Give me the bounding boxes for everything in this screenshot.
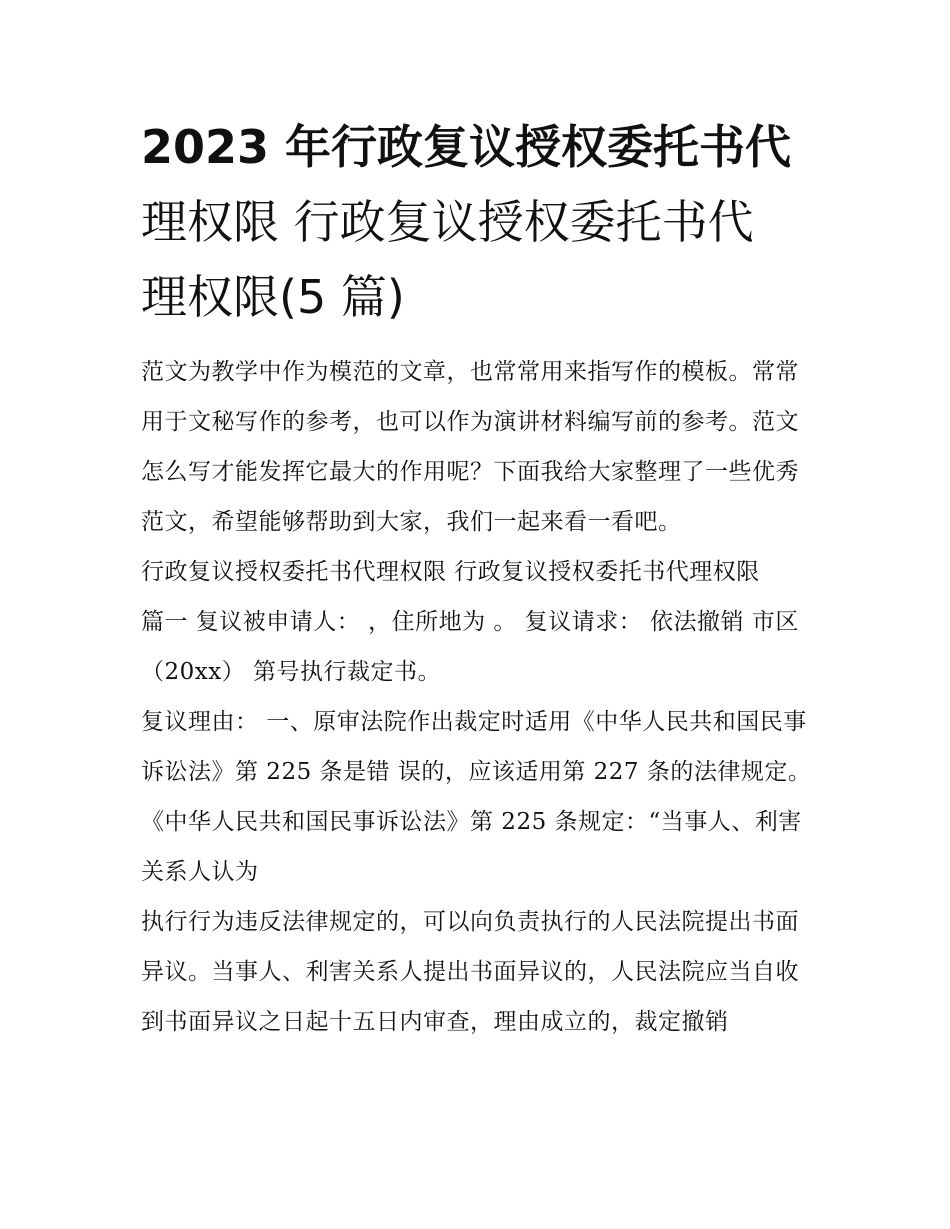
law-quote-continued-paragraph: 执行行为违反法律规定的，可以向负责执行的人民法院提出书面异议。当事人、利害关系人提出书面异议的，人民法院应当自收到书面异议之日起十五日内审查，理由成立的，裁定撤销 [141, 909, 799, 1035]
document-page [141, 110, 816, 1047]
section-heading: 行政复议授权委托书代理权限 行政复议授权委托书代理权限 [141, 559, 760, 585]
review-reason-paragraph: 复议理由： 一、原审法院作出裁定时适用《中华人民共和国民事诉讼法》第 225 条是错 误的，应该适用第 227 条的法律规定。 [141, 709, 812, 785]
title-line-3: 理权限(5 篇) [141, 270, 405, 324]
law-quote-paragraph: 《中华人民共和国民事诉讼法》第 225 条规定：“当事人、利害关系人认为 [141, 809, 802, 885]
title-line-2: 理权限 行政复议授权委托书代 [141, 195, 754, 249]
document-title [141, 110, 816, 335]
review-request-paragraph: 篇一 复议被申请人： ，住所地为 。 复议请求： 依法撤销 市区（20xx） 第号执行裁定书。 [141, 609, 799, 685]
title-line-1: 2023 年行政复议授权委托书代 [141, 120, 792, 174]
intro-paragraph: 范文为教学中作为模范的文章，也常常用来指写作的模板。常常用于文秘写作的参考，也可以作为演讲材料编写前的参考。范文怎么写才能发挥它最大的作用呢？下面我给大家整理了一些优秀范文，希望能够帮助到大家，我们一起来看一看吧。 [141, 359, 799, 535]
